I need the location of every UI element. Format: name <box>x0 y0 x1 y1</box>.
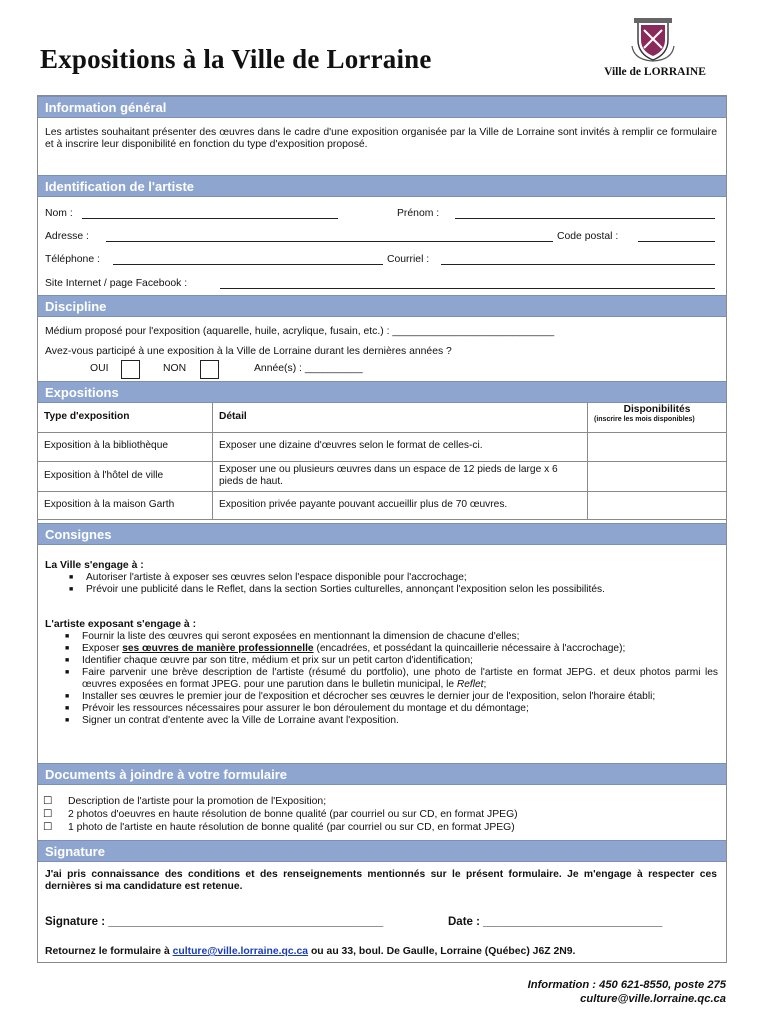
row-detail: Exposition privée payante pouvant accueillir plus de 70 œuvres. <box>213 491 588 519</box>
ville-engage-title: La Ville s'engage à : <box>45 560 144 571</box>
oui-label: OUI <box>90 363 109 374</box>
telephone-field[interactable] <box>113 264 383 265</box>
list-item: ■ Identifier chaque œuvre par son titre, médium et prix sur un petit carton d'identification; <box>62 655 718 667</box>
document-item: 2 photos d'oeuvres en haute résolution de bonne qualité (par courriel ou sur CD, en format JPEG) <box>68 809 518 820</box>
telephone-label: Téléphone : <box>45 254 100 265</box>
section-header-identification: Identification de l'artiste <box>38 175 726 197</box>
row-detail: Exposer une dizaine d'œuvres selon le format de celles-ci. <box>213 432 588 461</box>
prenom-label: Prénom : <box>397 208 440 219</box>
return-instructions <box>45 946 575 958</box>
col-detail-header: Détail <box>213 402 588 432</box>
row-detail: Exposer une ou plusieurs œuvres dans un espace de 12 pieds de large x 6 pieds de haut. <box>213 461 588 491</box>
col-type-header: Type d'exposition <box>38 402 213 432</box>
return-suffix: ou au 33, boul. De Gaulle, Lorraine (Québec) J6Z 2N9. <box>310 946 576 957</box>
medium-question: Médium proposé pour l'exposition (aquarelle, huile, acrylique, fusain, etc.) : ____________________________ <box>45 326 555 337</box>
table-row <box>38 461 726 491</box>
city-crest-logo <box>630 16 676 62</box>
artiste-engage-title: L'artiste exposant s'engage à : <box>45 619 197 630</box>
footer-contact <box>528 978 726 1006</box>
annees-field[interactable]: Année(s) : __________ <box>254 363 363 374</box>
signature-field[interactable]: Signature : ___________________________________________ <box>45 916 384 928</box>
list-item: ■ Autoriser l'artiste à exposer ses œuvres selon l'espace disponible pour l'accrochage; <box>66 572 696 584</box>
email-link[interactable]: culture@ville.lorraine.qc.ca <box>172 946 309 957</box>
col-dispo-note: (inscrire les mois disponibles) <box>594 416 695 424</box>
page-title: Expositions à la Ville de Lorraine <box>40 44 432 74</box>
adresse-label: Adresse : <box>45 231 89 242</box>
document-item: Description de l'artiste pour la promotion de l'Exposition; <box>68 796 327 807</box>
row-dispo-field[interactable] <box>588 432 727 461</box>
site-field[interactable] <box>220 288 715 289</box>
checkbox-icon[interactable]: ☐ <box>43 809 53 820</box>
col-dispo-title: Disponibilités <box>623 404 691 415</box>
oui-checkbox[interactable] <box>121 360 140 379</box>
information-text: Les artistes souhaitant présenter des œuvres dans le cadre d'une exposition organisée par la Ville de Lorraine sont invités à remplir ce formulaire et à inscrire leur disponibilité en fonction du type d'exposition proposé. <box>45 127 717 151</box>
site-label: Site Internet / page Facebook : <box>45 278 188 289</box>
footer-phone: Information : 450 621-8550, poste 275 <box>527 979 726 991</box>
table-header-row <box>38 402 726 432</box>
row-type: Exposition à la maison Garth <box>38 491 213 519</box>
signature-statement: J'ai pris connaissance des conditions et des renseignements mentionnés sur le présent formulaire. Je m'engage à respecter ces dernières si ma candidature est retenue. <box>45 869 717 893</box>
artiste-engage-list <box>62 631 718 727</box>
reflet-emphasis: Reflet <box>456 679 484 690</box>
nom-field[interactable] <box>82 218 338 219</box>
code-postal-field[interactable] <box>638 241 715 242</box>
table-row <box>38 491 726 519</box>
exhibition-form <box>37 95 727 963</box>
section-header-signature: Signature <box>38 840 726 862</box>
courriel-field[interactable] <box>441 264 715 265</box>
section-header-documents: Documents à joindre à votre formulaire <box>38 763 726 785</box>
row-type: Exposition à l'hôtel de ville <box>38 461 213 491</box>
list-item: ■ Faire parvenir une brève description de l'artiste (résumé du portfolio), une photo de l'artiste en format JEPG. et deux photos parmi les œuvres exposées en format JPEG. pour une parution dans le bulletin municipal, le Reflet; <box>62 667 718 691</box>
code-postal-label: Code postal : <box>557 231 619 242</box>
courriel-label: Courriel : <box>387 254 430 265</box>
row-dispo-field[interactable] <box>588 461 727 491</box>
section-header-discipline: Discipline <box>38 295 726 317</box>
non-checkbox[interactable] <box>200 360 219 379</box>
nom-label: Nom : <box>45 208 73 219</box>
list-item: ■ Prévoir une publicité dans le Reflet, dans la section Sorties culturelles, annonçant l'exposition selon les possibilités. <box>66 584 696 596</box>
prenom-field[interactable] <box>455 218 715 219</box>
expositions-table <box>38 402 726 520</box>
row-dispo-field[interactable] <box>588 491 727 519</box>
checkbox-icon[interactable]: ☐ <box>43 822 53 833</box>
section-header-consignes: Consignes <box>38 523 726 545</box>
non-label: NON <box>163 363 187 374</box>
return-prefix: Retournez le formulaire à <box>45 946 170 957</box>
photo-text: Faire parvenir une brève description de l'artiste (résumé du portfolio), une photo de l'artiste en format JEPG. et deux photos parmi les œuvres exposées en format JPEG. pour une parution dans le bulletin municipal, le <box>82 667 718 690</box>
col-dispo-header <box>588 402 727 432</box>
list-item: ■ Signer un contrat d'entente avec la Ville de Lorraine avant l'exposition. <box>62 715 718 727</box>
table-row <box>38 432 726 461</box>
section-header-expositions: Expositions <box>38 381 726 403</box>
participation-question: Avez-vous participé à une exposition à la Ville de Lorraine durant les dernières années ? <box>45 346 452 357</box>
document-item: 1 photo de l'artiste en haute résolution de bonne qualité (par courriel ou sur CD, en format JPEG) <box>68 822 515 833</box>
list-item: ■ Fournir la liste des œuvres qui seront exposées en mentionnant la dimension de chacune d'elles; <box>62 631 718 643</box>
row-type: Exposition à la bibliothèque <box>38 432 213 461</box>
date-field[interactable]: Date : ____________________________ <box>448 916 663 928</box>
exposer-prefix: Exposer <box>82 643 120 654</box>
list-item: ■ Installer ses œuvres le premier jour de l'exposition et décrocher ses œuvres le dernier jour de l'exposition, selon l'horaire établi; <box>62 691 718 703</box>
footer-email[interactable]: culture@ville.lorraine.qc.ca <box>580 993 726 1005</box>
exposer-emphasis: ses œuvres de manière professionnelle <box>122 643 314 654</box>
exposer-suffix: (encadrées, et possédant la quincaillerie nécessaire à l'accrochage); <box>316 643 626 654</box>
checkbox-icon[interactable]: ☐ <box>43 796 53 807</box>
city-logo-text: Ville de LORRAINE <box>604 66 706 78</box>
ville-engage-list <box>66 572 696 596</box>
section-header-information: Information général <box>38 96 726 118</box>
list-item: ■ Prévoir les ressources nécessaires pour assurer le bon déroulement du montage et du démontage; <box>62 703 718 715</box>
adresse-field[interactable] <box>106 241 553 242</box>
list-item <box>62 643 718 655</box>
